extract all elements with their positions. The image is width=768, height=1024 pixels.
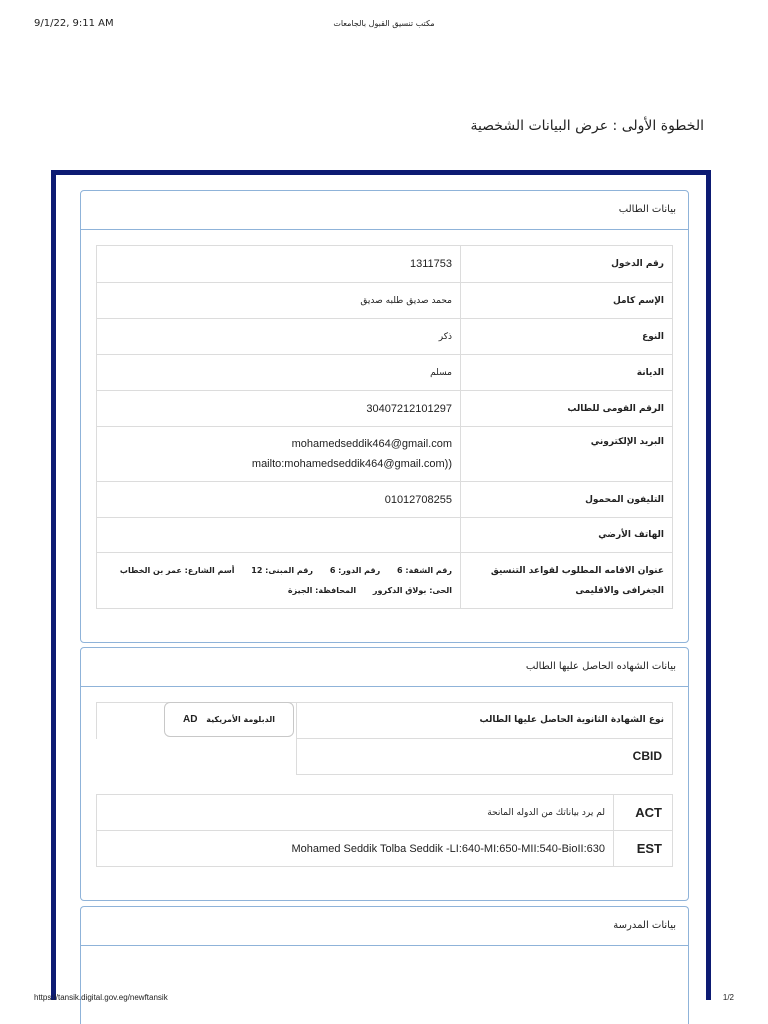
row-label-religion: الديانة (461, 355, 673, 391)
table-row (97, 482, 673, 518)
row-label-gender: النوع (461, 319, 673, 355)
row-label-login: رقم الدخول (461, 246, 673, 283)
table-row (97, 553, 673, 609)
table-row (97, 427, 673, 482)
certificate-type-select[interactable] (164, 702, 294, 737)
certificate-panel-heading: بيانات الشهاده الحاصل عليها الطالب (81, 648, 688, 687)
row-label-mobile: التليفون المحمول (461, 482, 673, 518)
print-page-number: 1/2 (722, 993, 734, 1002)
certificate-subtype: CBID (296, 738, 673, 775)
row-label-email: البريد الإلكتروني (461, 427, 673, 482)
scores-table (96, 794, 673, 867)
step-title: الخطوة الأولى : عرض البيانات الشخصية (470, 118, 704, 134)
certificate-type-label: نوع الشهادة الثانوية الحاصل عليها الطالب (296, 702, 673, 739)
print-datetime: 9/1/22, 9:11 AM (34, 18, 114, 29)
student-panel-heading: بيانات الطالب (81, 191, 688, 230)
table-row (97, 246, 673, 283)
table-row (97, 391, 673, 427)
email-value[interactable]: mohamedseddik464@gmail.com (291, 438, 452, 450)
score-code-act: ACT (614, 795, 673, 831)
certificate-type-value: الدبلومة الأمريكية (206, 715, 275, 724)
row-value-religion: مسلم (97, 355, 461, 391)
email-mailto[interactable]: ((mailto:mohamedseddik464@gmail.com (251, 458, 452, 470)
address-floor: رقم الدور: 6 (329, 565, 381, 575)
address-line-2 (105, 581, 452, 601)
row-label-landline: الهاتف الأرضي (461, 518, 673, 553)
row-label-address: عنوان الاقامه المطلوب لقواعد التنسيق الجغرافى والاقليمى (461, 553, 673, 609)
table-row (97, 831, 673, 867)
address-apartment: رقم الشقة: 6 (397, 565, 452, 575)
school-panel (80, 906, 689, 1024)
certificate-type-code: AD (183, 714, 198, 725)
address-district: الحى: بولاق الدكرور (372, 585, 452, 595)
row-label-fullname: الإسم كامل (461, 283, 673, 319)
row-value-email[interactable] (97, 427, 461, 482)
table-row (97, 518, 673, 553)
row-value-address (97, 553, 461, 609)
row-value-gender: ذكر (97, 319, 461, 355)
row-value-landline (97, 518, 461, 553)
address-street: أسم الشارع: عمر بن الخطاب (119, 565, 235, 575)
table-row (97, 795, 673, 831)
address-governorate: المحافظة: الجيزة (287, 585, 357, 595)
address-line-1 (105, 561, 452, 581)
table-row (97, 283, 673, 319)
row-label-national-id: الرقم القومى للطالب (461, 391, 673, 427)
print-url: https://tansik.digital.gov.eg/newftansik (34, 993, 168, 1002)
row-value-fullname: محمد صديق طلبه صديق (97, 283, 461, 319)
student-table (96, 245, 673, 609)
score-value-est: Mohamed Seddik Tolba Seddik -LI:640-MI:650-MII:540-BioII:630 (97, 831, 614, 867)
table-row (97, 319, 673, 355)
print-page-title: مكتب تنسيق القبول بالجامعات (333, 19, 435, 28)
address-building: رقم المبنى: 12 (251, 565, 314, 575)
certificate-type-block (96, 702, 673, 775)
row-value-national-id: 30407212101297 (97, 391, 461, 427)
row-value-login: 1311753 (97, 246, 461, 283)
row-value-mobile: 01012708255 (97, 482, 461, 518)
score-code-est: EST (614, 831, 673, 867)
score-value-act: لم يرد بياناتك من الدوله المانحة (97, 795, 614, 831)
school-panel-heading: بيانات المدرسة (81, 907, 688, 946)
table-row (97, 355, 673, 391)
